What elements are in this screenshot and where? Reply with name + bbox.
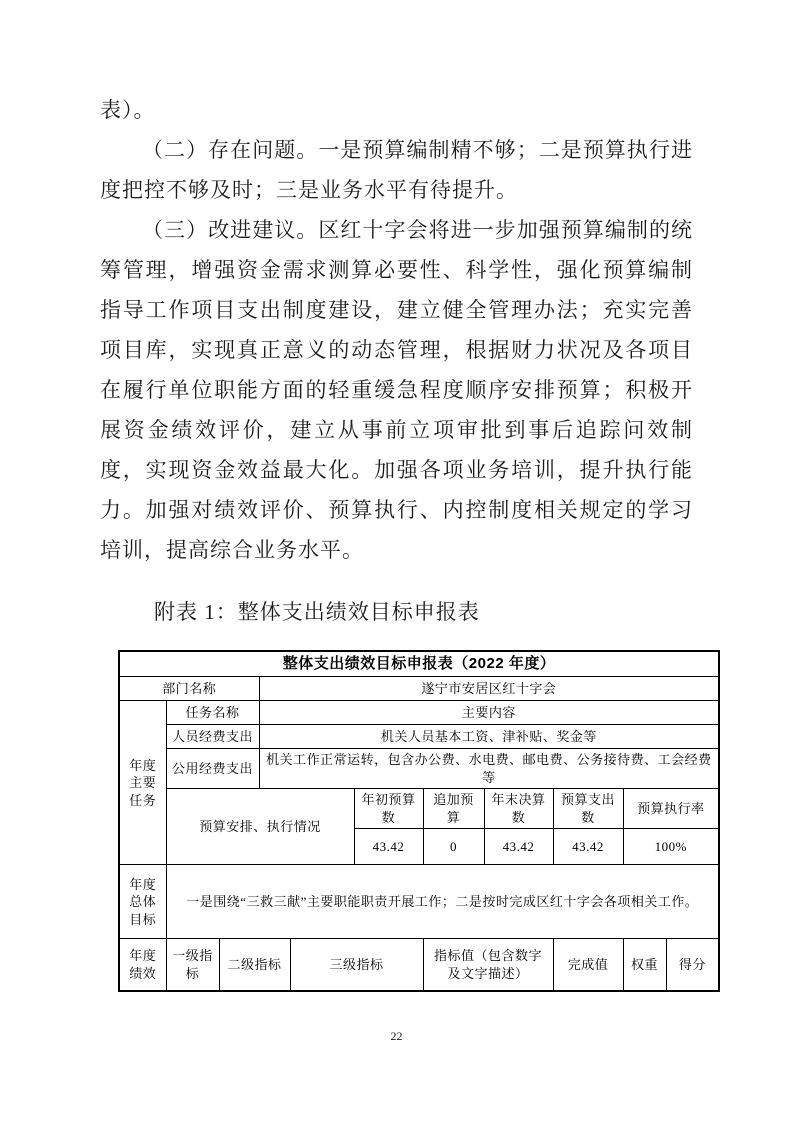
budget-col-final: 年末决算数 — [484, 789, 553, 829]
annual-main-tasks-label: 年度主要任务 — [119, 701, 166, 865]
budget-value-initial: 43.42 — [354, 829, 423, 865]
page-number: 22 — [390, 1029, 403, 1043]
budget-arrangement-label: 预算安排、执行情况 — [166, 789, 354, 865]
budget-value-final: 43.42 — [484, 829, 553, 865]
table-title: 整体支出绩效目标申报表（2022 年度） — [119, 651, 719, 677]
perf-col-level1: 一级指标 — [166, 939, 219, 991]
budget-value-execution-rate: 100% — [623, 829, 719, 865]
budget-col-additional: 追加预算 — [423, 789, 484, 829]
budget-col-initial: 年初预算数 — [354, 789, 423, 829]
personnel-expense-label: 人员经费支出 — [166, 725, 259, 749]
table-caption: 附表 1：整体支出绩效目标申报表 — [154, 600, 480, 624]
paragraph-continuation: 表）。 — [100, 98, 156, 122]
annual-overall-goal-label: 年度总体目标 — [119, 865, 166, 939]
annual-overall-goal-value: 一是围绕“三救三献”主要职能职责开展工作；二是按时完成区红十字会各项相关工作。 — [166, 865, 719, 939]
perf-col-level2: 二级指标 — [219, 939, 290, 991]
perf-col-completion-value: 完成值 — [553, 939, 623, 991]
public-expense-label: 公用经费支出 — [166, 749, 259, 789]
perf-col-score: 得分 — [666, 939, 719, 991]
body-text — [100, 90, 693, 570]
performance-target-table — [118, 650, 720, 992]
task-name-label: 任务名称 — [166, 701, 259, 725]
dept-name-label: 部门名称 — [119, 677, 259, 701]
paragraph-problems: （二）存在问题。一是预算编制精不够；二是预算执行进度把控不够及时；三是业务水平有待提升。 — [100, 138, 693, 202]
perf-col-level3: 三级指标 — [290, 939, 423, 991]
perf-col-weight: 权重 — [623, 939, 666, 991]
public-expense-value: 机关工作正常运转，包含办公费、水电费、邮电费、公务接待费、工会经费等 — [259, 749, 719, 789]
personnel-expense-value: 机关人员基本工资、津补贴、奖金等 — [259, 725, 719, 749]
budget-value-expenditure: 43.42 — [553, 829, 623, 865]
budget-col-expenditure: 预算支出数 — [553, 789, 623, 829]
paragraph-suggestions: （三）改进建议。区红十字会将进一步加强预算编制的统筹管理，增强资金需求测算必要性、科学性，强化预算编制指导工作项目支出制度建设，建立健全管理办法；充实完善项目库，实现真正意义的动态管理，根据财力状况及各项目在履行单位职能方面的轻重缓急程度顺序安排预算；积极开展资金绩效评价，建立从事前立项审批到事后追踪问效制度，实现资金效益最大化。加强各项业务培训，提升执行能力。加强对绩效评价、预算执行、内控制度相关规定的学习培训，提高综合业务水平。 — [100, 218, 693, 562]
budget-value-additional: 0 — [423, 829, 484, 865]
budget-col-execution-rate: 预算执行率 — [623, 789, 719, 829]
annual-performance-label: 年度绩效 — [119, 939, 166, 991]
task-name-value: 主要内容 — [259, 701, 719, 725]
perf-col-indicator-value: 指标值（包含数字及文字描述） — [423, 939, 553, 991]
dept-name-value: 遂宁市安居区红十字会 — [259, 677, 719, 701]
